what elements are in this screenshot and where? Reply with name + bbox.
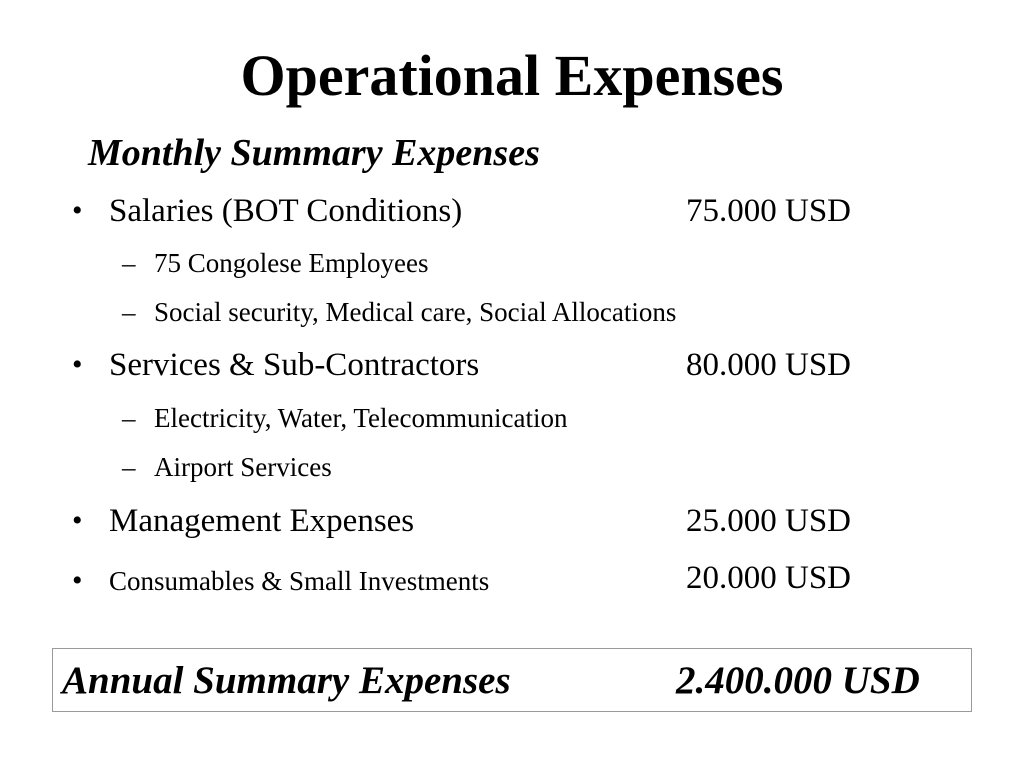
bullet-icon: • xyxy=(72,348,83,381)
dash-icon: – xyxy=(122,452,136,482)
bullet-icon: • xyxy=(72,194,83,227)
expense-subitem-text: Electricity, Water, Telecommunication xyxy=(154,403,568,433)
expense-label: Services & Sub-Contractors xyxy=(109,347,480,383)
expense-amount: 75.000 USD xyxy=(686,193,852,229)
slide-title: Operational Expenses xyxy=(240,43,784,108)
expense-subitem-text: Social security, Medical care, Social Allocations xyxy=(154,297,677,327)
slide-subtitle: Monthly Summary Expenses xyxy=(88,132,540,174)
expense-label: Salaries (BOT Conditions) xyxy=(109,193,463,229)
bullet-icon: • xyxy=(72,504,83,537)
dash-icon: – xyxy=(122,403,136,433)
expense-subitem-text: 75 Congolese Employees xyxy=(154,248,429,278)
annual-summary-label: Annual Summary Expenses xyxy=(62,659,511,702)
expense-amount: 80.000 USD xyxy=(686,347,852,383)
dash-icon: – xyxy=(122,297,136,327)
expense-amount: 25.000 USD xyxy=(686,503,852,539)
expense-amount: 20.000 USD xyxy=(686,560,852,596)
dash-icon: – xyxy=(122,248,136,278)
expense-label: Consumables & Small Investments xyxy=(109,566,490,596)
expense-subitem-text: Airport Services xyxy=(154,452,332,482)
annual-summary-amount: 2.400.000 USD xyxy=(676,659,920,702)
bullet-icon: • xyxy=(72,564,83,597)
annual-summary-box xyxy=(52,648,972,712)
expense-label: Management Expenses xyxy=(109,503,415,539)
